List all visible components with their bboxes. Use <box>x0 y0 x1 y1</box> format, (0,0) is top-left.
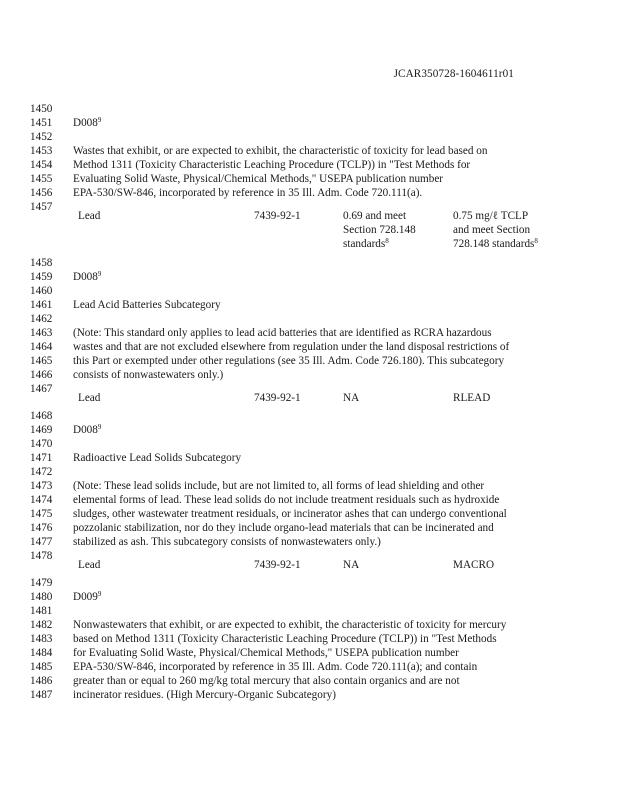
line-number: 1457 <box>30 201 53 213</box>
body-text-line: (Note: This standard only applies to lead acid batteries that are identified as RCRA hazardous <box>73 327 492 339</box>
line-number: 1462 <box>30 313 53 325</box>
body-text-line: sludges, other wastewater treatment residuals, or incinerator ashes that can undergo conventional <box>73 508 507 520</box>
body-text-line: for Evaluating Solid Waste, Physical/Chemical Methods," USEPA publication number <box>73 647 459 659</box>
line-number: 1487 <box>30 689 53 701</box>
waste-code-heading <box>73 117 553 130</box>
line-number: 1470 <box>30 438 53 450</box>
body-text-line: greater than or equal to 260 mg/kg total mercury that also contain organics and are not <box>73 675 460 687</box>
wastewater-standard-line: 0.69 and meet <box>343 210 407 222</box>
body-text-line: Nonwastewaters that exhibit, or are expected to exhibit, the characteristic of toxicity for mercury <box>73 619 507 631</box>
wastewater-standard: NA <box>343 392 360 404</box>
line-number: 1483 <box>30 633 53 645</box>
cas-number: 7439-92-1 <box>254 559 301 571</box>
body-text-line: Wastes that exhibit, or are expected to exhibit, the characteristic of toxicity for lead based on <box>73 145 488 157</box>
waste-code-heading <box>73 591 553 604</box>
constituent-name: Lead <box>78 559 101 571</box>
body-text-line: Evaluating Solid Waste, Physical/Chemical Methods," USEPA publication number <box>73 173 444 185</box>
line-number: 1463 <box>30 327 53 339</box>
line-number: 1476 <box>30 522 53 534</box>
cas-number: 7439-92-1 <box>254 392 301 404</box>
body-text-line: (Note: These lead solids include, but are not limited to, all forms of lead shielding and other <box>73 480 485 492</box>
nonwastewater-standard-line: 0.75 mg/ℓ TCLP <box>453 210 529 222</box>
line-number: 1450 <box>30 103 53 115</box>
line-number: 1461 <box>30 299 53 311</box>
subcategory-title: Lead Acid Batteries Subcategory <box>73 299 221 311</box>
line-number: 1485 <box>30 661 53 673</box>
line-number: 1465 <box>30 355 53 367</box>
constituent-name: Lead <box>78 392 101 404</box>
body-text-line: wastes and that are not excluded elsewhere from regulation under the land disposal restrictions of <box>73 341 510 353</box>
footnote-ref: 8 <box>385 237 389 245</box>
line-number: 1481 <box>30 605 53 617</box>
footnote-ref: 9 <box>97 590 102 598</box>
line-number: 1486 <box>30 675 53 687</box>
line-number: 1475 <box>30 508 53 520</box>
waste-code: D009 <box>73 591 98 603</box>
waste-code: D008 <box>73 424 98 436</box>
body-text-line: EPA-530/SW-846, incorporated by reference in 35 Ill. Adm. Code 720.111(a); and contain <box>73 661 478 673</box>
line-number: 1472 <box>30 466 53 478</box>
body-text-line: elemental forms of lead. These lead solids do not include treatment residuals such as hydroxide <box>73 494 500 506</box>
line-number: 1453 <box>30 145 53 157</box>
body-text-line: based on Method 1311 (Toxicity Characteristic Leaching Procedure (TCLP)) in "Test Methods <box>73 633 497 645</box>
subcategory-title: Radioactive Lead Solids Subcategory <box>73 452 242 464</box>
wastewater-standard: NA <box>343 559 360 571</box>
footnote-ref: 8 <box>534 237 538 245</box>
body-text-line: Method 1311 (Toxicity Characteristic Leaching Procedure (TCLP)) in "Test Methods for <box>73 159 471 171</box>
line-number: 1455 <box>30 173 53 185</box>
line-number: 1460 <box>30 285 53 297</box>
line-number: 1467 <box>30 383 53 395</box>
body-text-line: consists of nonwastewaters only.) <box>73 369 224 381</box>
line-number: 1484 <box>30 647 53 659</box>
line-number: 1479 <box>30 577 53 589</box>
wastewater-standard-line: standards$^8$ <box>343 237 389 250</box>
line-number: 1478 <box>30 550 53 562</box>
line-number: 1458 <box>30 257 53 269</box>
waste-code-heading <box>73 424 553 437</box>
line-number: 1468 <box>30 410 53 422</box>
line-number: 1464 <box>30 341 53 353</box>
line-number: 1474 <box>30 494 53 506</box>
body-text-line: pozzolanic stabilization, nor do they include organo-lead materials that can be incinerated and <box>73 522 494 534</box>
line-number: 1480 <box>30 591 53 603</box>
line-number: 1452 <box>30 131 53 143</box>
waste-code-heading <box>73 271 553 284</box>
line-number: 1454 <box>30 159 53 171</box>
cas-number: 7439-92-1 <box>254 210 301 222</box>
line-number: 1477 <box>30 536 53 548</box>
line-number: 1456 <box>30 187 53 199</box>
footnote-ref: 9 <box>97 423 102 431</box>
waste-code: D008 <box>73 271 98 283</box>
line-number: 1459 <box>30 271 53 283</box>
nonwastewater-standard-line: 728.148 standards$^8$ <box>453 237 538 250</box>
body-text-line: EPA-530/SW-846, incorporated by reference in 35 Ill. Adm. Code 720.111(a). <box>73 187 423 199</box>
body-text-line: this Part or exempted under other regulations (see 35 Ill. Adm. Code 726.180). This subcategory <box>73 355 505 367</box>
footnote-ref: 9 <box>97 270 102 278</box>
line-number: 1473 <box>30 480 53 492</box>
footnote-ref: 9 <box>97 116 102 124</box>
line-number: 1451 <box>30 117 53 129</box>
nonwastewater-standard: MACRO <box>453 559 495 571</box>
body-text-line: stabilized as ash. This subcategory consists of nonwastewaters only.) <box>73 536 381 548</box>
line-number: 1466 <box>30 369 53 381</box>
line-number: 1469 <box>30 424 53 436</box>
document-id-header: JCAR350728-1604611r01 <box>393 68 514 80</box>
line-number: 1482 <box>30 619 53 631</box>
nonwastewater-standard-line: and meet Section <box>453 224 531 236</box>
body-text-line: incinerator residues. (High Mercury-Organic Subcategory) <box>73 689 336 701</box>
nonwastewater-standard: RLEAD <box>453 392 491 404</box>
constituent-name: Lead <box>78 210 101 222</box>
waste-code: D008 <box>73 117 98 129</box>
wastewater-standard-line: Section 728.148 <box>343 224 416 236</box>
line-number: 1471 <box>30 452 53 464</box>
